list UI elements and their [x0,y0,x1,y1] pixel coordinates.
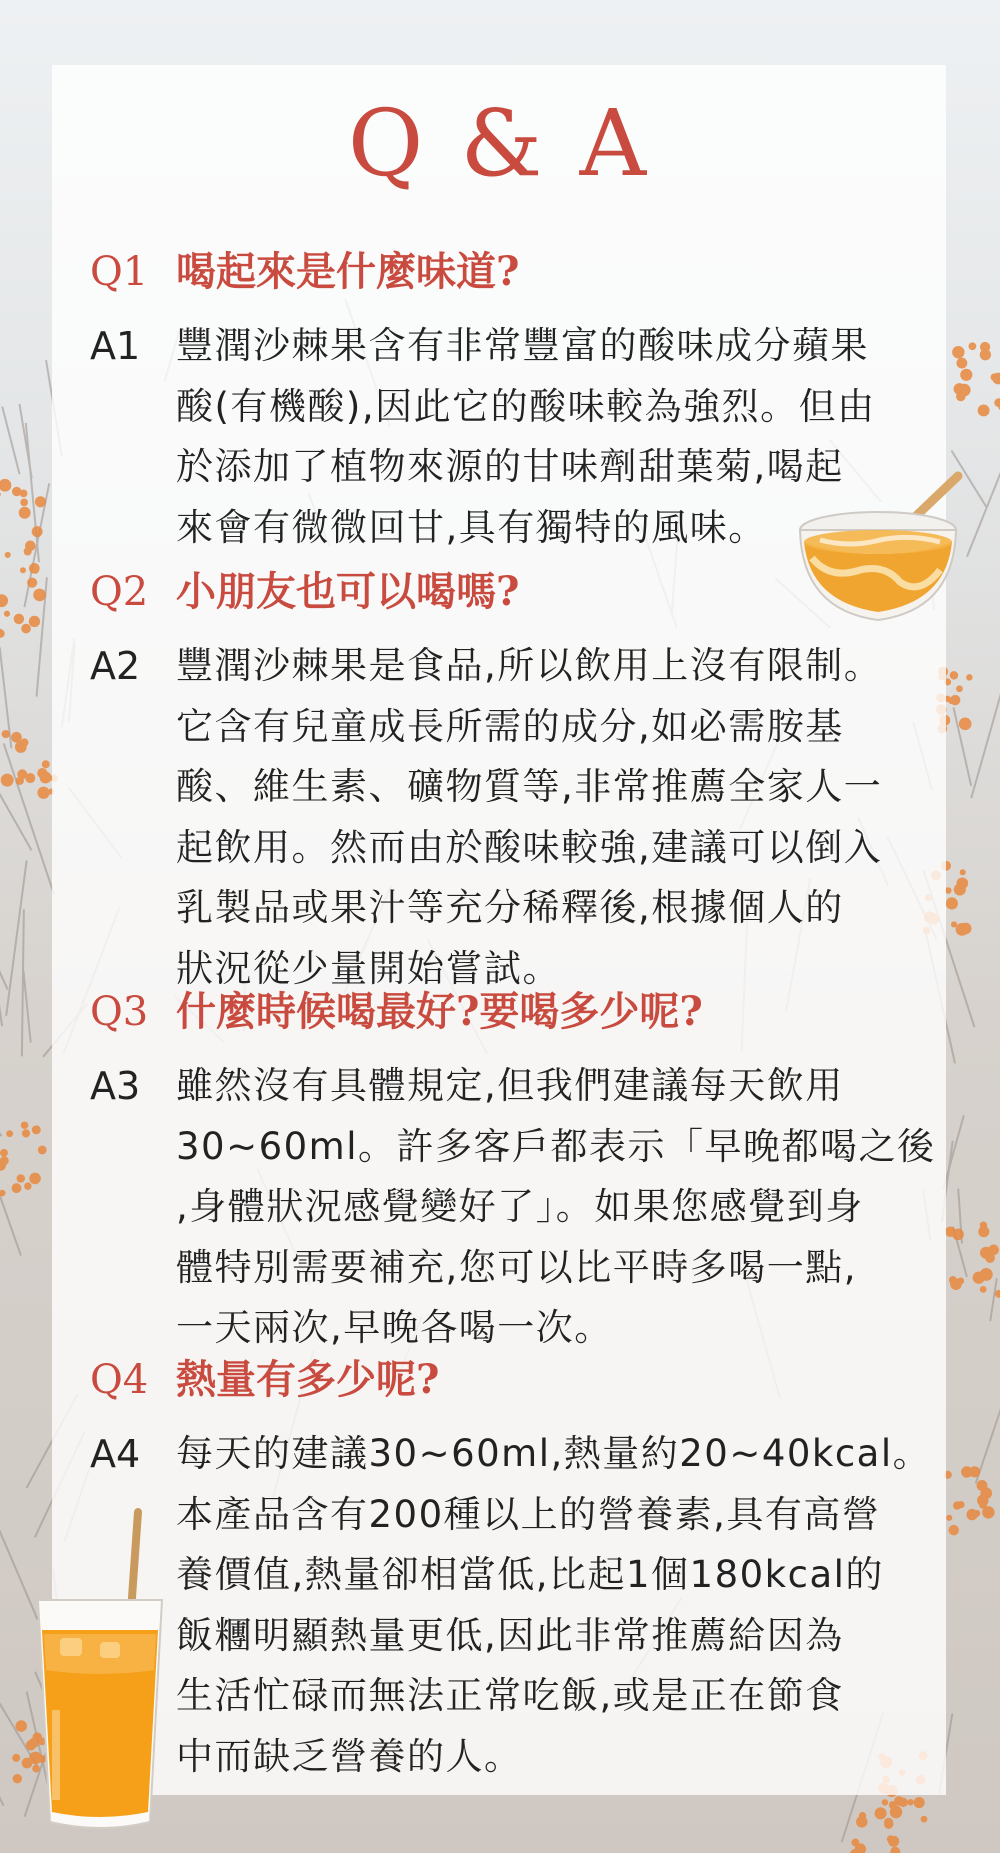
answer-line: 酸、維生素、礦物質等,非常推薦全家人一 [176,765,883,808]
answer-text [176,636,910,999]
berry [37,768,47,778]
berry [907,1799,913,1805]
question-row [90,1352,910,1408]
berry [960,369,972,381]
berry [32,1125,41,1134]
berry [12,1754,20,1762]
answer-line: 豐潤沙棘果含有非常豐富的酸味成分蘋果 [176,324,869,367]
berry [980,349,991,360]
berry [889,1801,897,1809]
berry [37,787,49,799]
berry [29,1173,41,1185]
question-number: Q1 [90,249,149,295]
answer-text [176,1056,936,1359]
question-row [90,984,910,1040]
berry [961,1466,972,1477]
answer-row [90,316,910,558]
berry [0,1149,8,1157]
answer-line: 飯糰明顯熱量更低,因此非常推薦給因為 [176,1613,844,1657]
berry [950,671,959,680]
answer-line: 30~60ml。許多客戶都表示「早晚都喝之後 [176,1124,936,1168]
berry [22,1129,30,1137]
berry [949,1525,959,1535]
berry [20,499,28,507]
berry [15,1720,27,1732]
berry [959,717,972,730]
berry [950,695,960,705]
berry [14,614,24,624]
question-number: Q2 [90,569,149,615]
answer-line: 於添加了植物來源的甘味劑甜葉菊,喝起 [176,445,844,488]
berry [882,1799,888,1805]
answer-line: 酸(有機酸),因此它的酸味較為強烈。但由 [176,384,876,428]
berry [35,496,46,507]
berry [17,769,27,779]
berry [980,1221,987,1228]
answer-text [176,1424,932,1787]
answer-line: 每天的建議30~60ml,熱量約20~40kcal。 [176,1432,932,1475]
berry [21,1121,29,1129]
faq-item-1 [90,244,910,558]
berry [973,1510,980,1517]
berry [956,685,963,692]
berry [898,1798,907,1807]
berry [956,358,967,369]
answer-line: 它含有兒童成長所需的成分,如必需胺基 [176,704,844,748]
berry [0,1156,9,1165]
berry [29,616,40,627]
faq-item-3 [90,984,936,1359]
berry [946,897,958,909]
question-text: 熱量有多少呢? [176,1356,440,1403]
berry [968,342,976,350]
berry [980,1286,987,1293]
berry [921,1816,928,1823]
berry [32,526,43,537]
question-row [90,244,910,300]
answer-row [90,1056,936,1359]
berry [888,1836,899,1847]
berry [13,1774,22,1783]
page-title: Q & A [347,90,651,197]
berry [27,578,37,588]
answer-line: 來會有微微回甘,具有獨特的風味。 [176,505,767,549]
berry [19,507,31,519]
berry [957,877,969,889]
berry [12,487,21,496]
berry [24,547,32,555]
question-text: 什麼時候喝最好?要喝多少呢? [176,988,703,1035]
berry [957,1501,964,1508]
berry [17,1174,25,1182]
berry [2,730,10,738]
question-number: Q3 [90,989,149,1035]
answer-number: A2 [90,644,141,688]
answer-line: 豐潤沙棘果是食品,所以飲用上沒有限制。 [176,644,883,687]
berry [20,567,26,573]
berry [4,611,10,617]
berry [33,589,46,602]
question-row [90,564,910,620]
berry [5,552,11,558]
answer-line: 本產品含有200種以上的營養素,具有高營 [176,1492,881,1536]
answer-line: 狀況從少量開始嘗試。 [176,946,561,990]
berry [29,563,40,574]
answer-line: 體特別需要補充,您可以比平時多喝一點, [176,1245,858,1289]
berry [24,1182,32,1190]
answer-line: 雖然沒有具體規定,但我們建議每天飲用 [176,1064,844,1107]
answer-line: 乳製品或果汁等充分稀釋後,根據個人的 [176,886,844,929]
berry [960,923,972,935]
answer-number: A4 [90,1432,141,1476]
berry [38,1146,47,1155]
berry [980,1268,993,1281]
berry [950,1278,962,1290]
faq-item-2 [90,564,910,999]
answer-number: A1 [90,324,141,368]
question-number: Q4 [90,1357,149,1403]
berry [956,392,965,401]
answer-row [90,1424,932,1787]
berry [946,1515,952,1521]
berry [6,1130,13,1137]
berry [978,404,990,416]
berry [952,346,964,358]
berry [985,1253,995,1263]
berry [856,1816,868,1828]
berry [914,1797,925,1808]
answer-line: ,身體狀況感覺變好了」。如果您感覺到身 [176,1185,864,1228]
answer-number: A3 [90,1064,141,1108]
answer-line: 一天兩次,早晚各喝一次。 [176,1306,613,1349]
answer-row [90,636,910,999]
question-text: 小朋友也可以喝嗎? [176,568,520,615]
berry [884,1820,893,1829]
question-text: 喝起來是什麼味道? [176,248,520,295]
faq-item-4 [90,1352,932,1787]
answer-line: 生活忙碌而無法正常吃飯,或是正在節食 [176,1674,844,1717]
berry [11,732,22,743]
berry [952,1228,964,1240]
berry [960,869,966,875]
answer-line: 起飲用。然而由於酸味較強,建議可以倒入 [176,825,883,869]
berry [1,774,14,787]
berry [42,760,50,768]
berry [980,1487,992,1499]
drink-bowl-illustration [790,470,966,630]
answer-line: 養價值,熱量卻相當低,比起1個180kcal的 [176,1553,884,1596]
berry [15,741,27,753]
berry [13,1186,20,1193]
juice-glass-illustration [30,1500,170,1840]
answer-line: 中而缺乏營養的人。 [176,1734,523,1778]
berry [21,624,31,634]
berry [875,1807,887,1819]
berry [966,674,972,680]
